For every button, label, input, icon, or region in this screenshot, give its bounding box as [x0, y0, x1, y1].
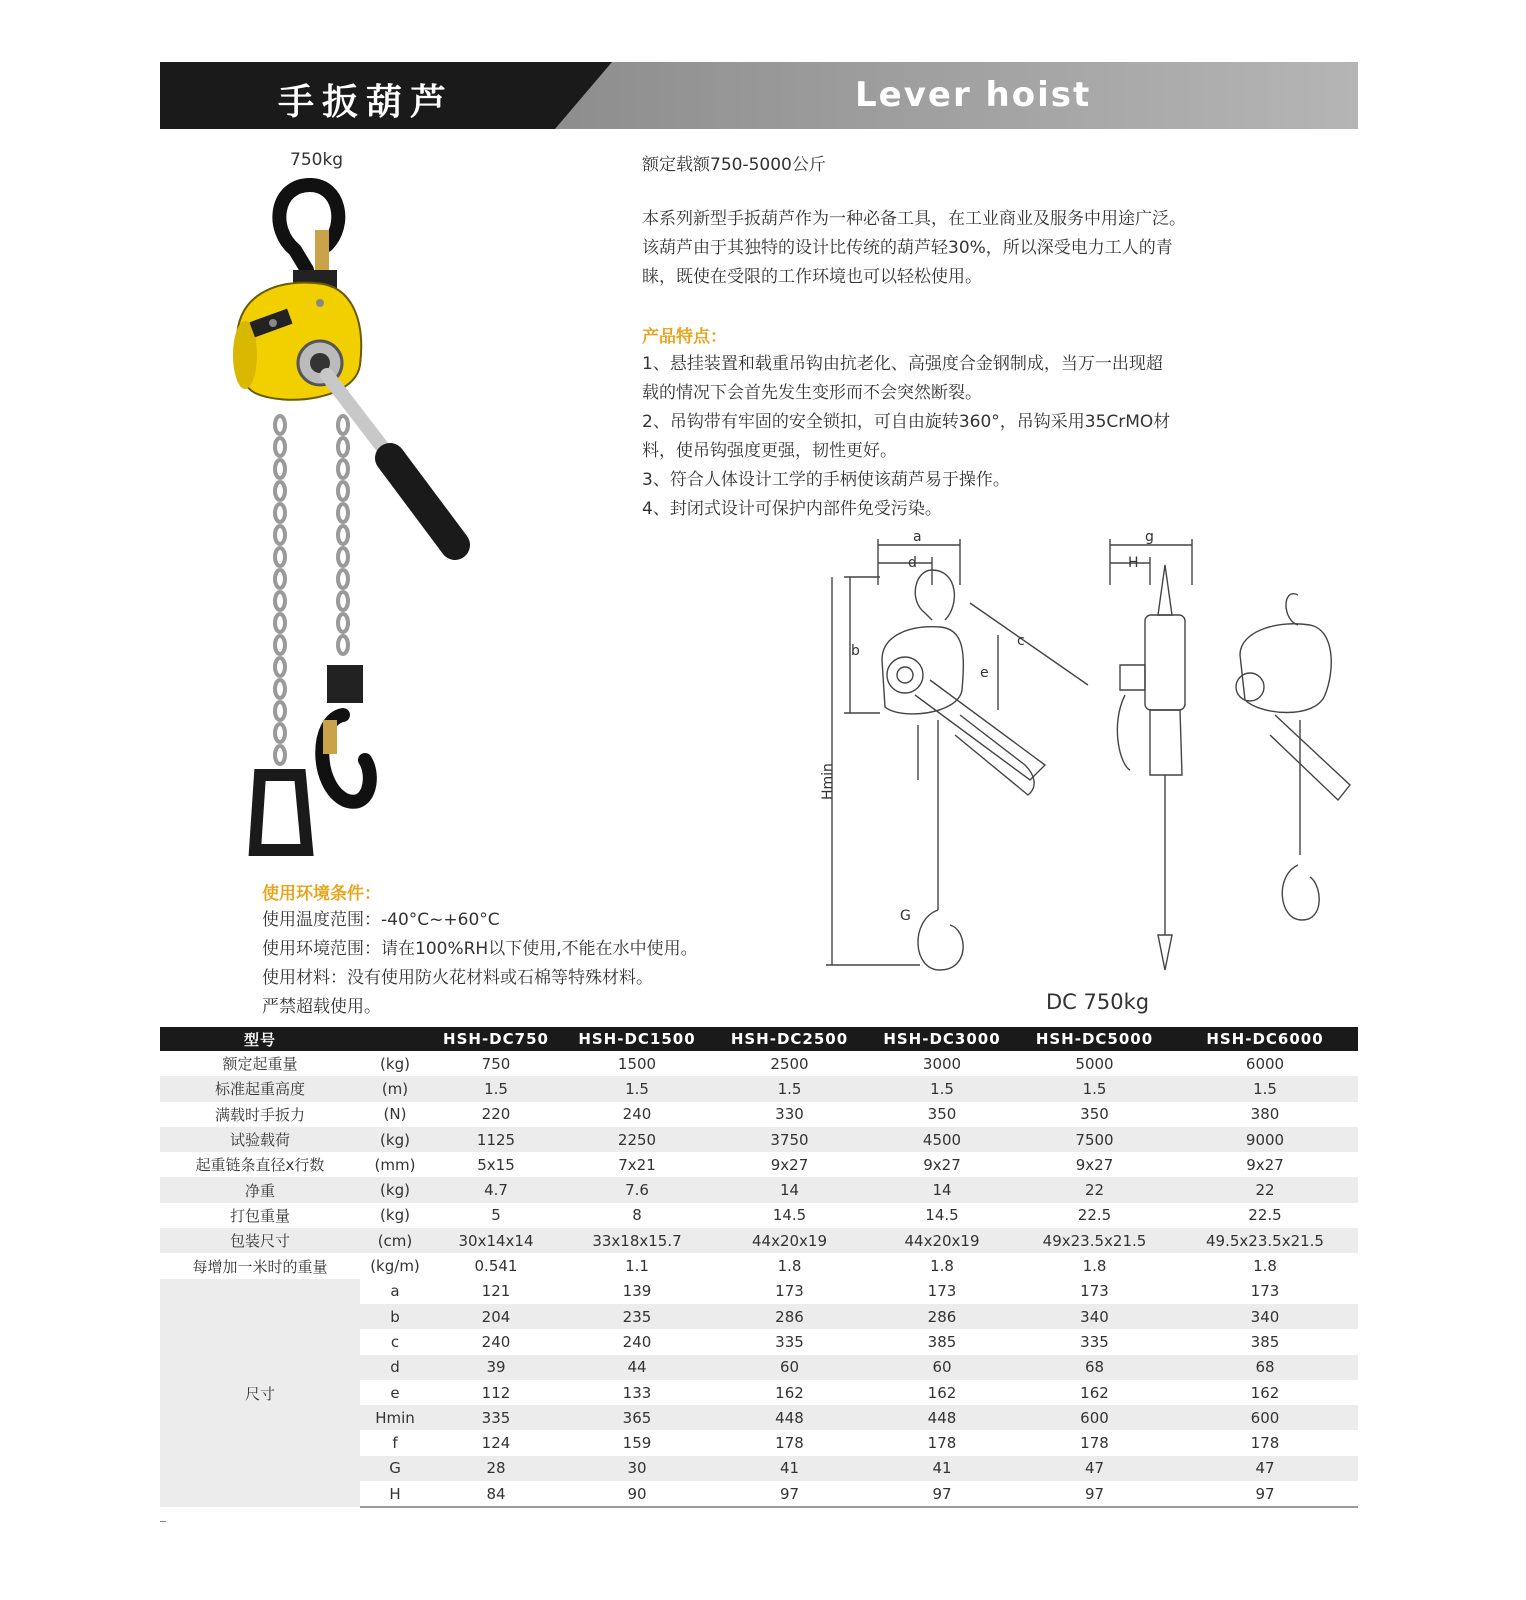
cell-value: 30 — [562, 1456, 712, 1481]
cell-value: 335 — [775, 1332, 804, 1351]
cell-value: 1.5 — [562, 1076, 712, 1101]
features-list — [642, 350, 1282, 524]
cell-value: 139 — [622, 1282, 652, 1301]
cell-value: 1.5 — [1017, 1076, 1172, 1101]
cell-value: 335 — [1080, 1332, 1109, 1351]
cell-value: 204 — [430, 1304, 562, 1329]
cell-value: 0.541 — [474, 1257, 518, 1276]
cell-value: 3000 — [922, 1054, 962, 1073]
cell-value: 385 — [927, 1332, 957, 1351]
cell-value: 9x27 — [1075, 1155, 1114, 1174]
row-unit: (m) — [360, 1076, 430, 1101]
cell-value: 350 — [927, 1105, 957, 1124]
row-unit: (kg/m) — [370, 1257, 420, 1276]
cell-value: 2250 — [562, 1127, 712, 1152]
table-row — [160, 1177, 1358, 1202]
cell-value: 9x27 — [770, 1155, 809, 1174]
row-unit: (N) — [383, 1105, 407, 1124]
cell-value: 1.8 — [777, 1257, 802, 1276]
dim-label-e: e — [980, 665, 989, 681]
cell-value: 178 — [1250, 1434, 1280, 1453]
cell-value: 750 — [481, 1054, 511, 1073]
cell-value: 9000 — [1172, 1127, 1358, 1152]
cell-value: 90 — [562, 1481, 712, 1507]
dim-key: d — [360, 1355, 430, 1380]
row-unit: (kg) — [380, 1054, 410, 1073]
dim-label-hmin: Hmin — [820, 763, 836, 800]
cell-value: 235 — [562, 1304, 712, 1329]
title-cn: 手扳葫芦 — [278, 82, 455, 123]
header-col: HSH-DC750 — [430, 1027, 562, 1051]
cell-value: 1.5 — [1172, 1076, 1358, 1101]
cell-value: 133 — [622, 1383, 652, 1402]
cell-value: 22.5 — [1077, 1206, 1112, 1225]
env-title: 使用环境条件： — [262, 884, 381, 904]
row-unit: (kg) — [360, 1127, 430, 1152]
cell-value: 121 — [481, 1282, 511, 1301]
intro-paragraph — [642, 205, 1282, 292]
cell-value: 448 — [867, 1405, 1017, 1430]
cell-value: 49.5x23.5x21.5 — [1172, 1228, 1358, 1253]
cell-value: 9x27 — [1246, 1155, 1284, 1174]
cell-value: 350 — [1080, 1105, 1109, 1124]
dim-key: Hmin — [360, 1405, 430, 1430]
cell-value: 173 — [775, 1282, 804, 1301]
cell-value: 286 — [867, 1304, 1017, 1329]
env-list — [262, 906, 698, 1022]
table-row — [160, 1228, 1358, 1253]
table-row — [160, 1152, 1358, 1177]
table-row — [160, 1203, 1358, 1228]
table-row — [160, 1279, 1358, 1304]
dim-label-a: a — [913, 529, 922, 545]
cell-value: 49x23.5x21.5 — [1017, 1228, 1172, 1253]
cell-value: 159 — [622, 1434, 652, 1453]
feature-line: 料，使吊钩强度更强，韧性更好。 — [642, 441, 897, 461]
dim-label-g: g — [1145, 529, 1154, 545]
cell-value: 178 — [927, 1434, 957, 1453]
header-col: HSH-DC5000 — [1017, 1027, 1172, 1051]
intro-line: 本系列新型手扳葫芦作为一种必备工具，在工业商业及服务中用途广泛。 — [642, 209, 1186, 229]
cell-value: 1.8 — [1253, 1257, 1277, 1276]
cell-value: 5000 — [1075, 1054, 1114, 1073]
cell-value: 330 — [775, 1105, 804, 1124]
cell-value: 1.5 — [712, 1076, 867, 1101]
header-unit — [360, 1027, 430, 1051]
cell-value: 7.6 — [562, 1177, 712, 1202]
table-row — [160, 1102, 1358, 1127]
dim-key: G — [360, 1456, 430, 1481]
header-col: HSH-DC2500 — [712, 1027, 867, 1051]
dim-key: b — [360, 1304, 430, 1329]
cell-value: 14.5 — [772, 1206, 807, 1225]
row-name: 起重链条直径x行数 — [195, 1156, 325, 1175]
cell-value: 60 — [712, 1355, 867, 1380]
dim-label-G: G — [900, 908, 911, 924]
cell-value: 44 — [562, 1355, 712, 1380]
title-en: Lever hoist — [855, 75, 1092, 115]
row-unit: (kg) — [380, 1206, 410, 1225]
row-name: 满载时手扳力 — [214, 1105, 305, 1124]
cell-value: 7500 — [1017, 1127, 1172, 1152]
cell-value: 286 — [712, 1304, 867, 1329]
feature-line: 2、吊钩带有牢固的安全锁扣，可自由旋转360°，吊钩采用35CrMO材 — [642, 412, 1171, 432]
cell-value: 44x20x19 — [867, 1228, 1017, 1253]
cell-value: 1.5 — [867, 1076, 1017, 1101]
cell-value: 3750 — [712, 1127, 867, 1152]
dim-key: e — [390, 1383, 400, 1402]
cell-value: 14.5 — [925, 1206, 959, 1225]
cell-value: 33x18x15.7 — [562, 1228, 712, 1253]
cell-value: 4500 — [867, 1127, 1017, 1152]
cell-value: 30x14x14 — [430, 1228, 562, 1253]
photo-capacity-label: 750kg — [290, 150, 344, 170]
cell-value: 335 — [430, 1405, 562, 1430]
env-line: 严禁超载使用。 — [262, 997, 381, 1017]
cell-value: 47 — [1172, 1456, 1358, 1481]
rated-load-text: 额定载额750-5000公斤 — [642, 155, 826, 175]
dim-key: a — [390, 1282, 400, 1301]
cell-value: 84 — [430, 1481, 562, 1507]
cell-value: 1.8 — [1082, 1257, 1107, 1276]
cell-value: 162 — [927, 1383, 957, 1402]
cell-value: 97 — [1172, 1481, 1358, 1507]
dimension-diagram — [820, 525, 1360, 975]
cell-value: 240 — [622, 1105, 652, 1124]
cell-value: 41 — [867, 1456, 1017, 1481]
cell-value: 448 — [712, 1405, 867, 1430]
row-name: 标准起重高度 — [160, 1076, 360, 1101]
cell-value: 97 — [1017, 1481, 1172, 1507]
intro-line: 该葫芦由于其独特的设计比传统的葫芦轻30%，所以深受电力工人的青 — [642, 238, 1173, 258]
table-row — [160, 1127, 1358, 1152]
env-line: 使用环境范围：请在100%RH以下使用,不能在水中使用。 — [262, 939, 698, 959]
cell-value: 173 — [1080, 1282, 1109, 1301]
cell-value: 22 — [1172, 1177, 1358, 1202]
row-name: 打包重量 — [229, 1206, 290, 1225]
feature-line: 3、符合人体设计工学的手柄使该葫芦易于操作。 — [642, 470, 1010, 490]
cell-value: 39 — [430, 1355, 562, 1380]
table-header-row — [160, 1027, 1358, 1051]
intro-line: 睐，既使在受限的工作环境也可以轻松使用。 — [642, 267, 982, 287]
cell-value: 5x15 — [477, 1155, 515, 1174]
cell-value: 44x20x19 — [712, 1228, 867, 1253]
cell-value: 340 — [1017, 1304, 1172, 1329]
cell-value: 97 — [867, 1481, 1017, 1507]
cell-value: 173 — [927, 1282, 957, 1301]
cell-value: 1.8 — [930, 1257, 954, 1276]
table-row — [160, 1076, 1358, 1101]
cell-value: 162 — [1080, 1383, 1109, 1402]
row-unit: (kg) — [360, 1177, 430, 1202]
divider-mark — [160, 1521, 166, 1522]
cell-value: 1500 — [617, 1054, 657, 1073]
cell-value: 14 — [712, 1177, 867, 1202]
cell-value: 14 — [867, 1177, 1017, 1202]
cell-value: 600 — [1172, 1405, 1358, 1430]
cell-value: 4.7 — [430, 1177, 562, 1202]
header-model: 型号 — [160, 1027, 360, 1051]
cell-value: 380 — [1250, 1105, 1280, 1124]
cell-value: 6000 — [1245, 1054, 1285, 1073]
table-row — [160, 1253, 1358, 1278]
row-name: 试验载荷 — [160, 1127, 360, 1152]
cell-value: 1.5 — [430, 1076, 562, 1101]
cell-value: 22.5 — [1248, 1206, 1282, 1225]
cell-value: 240 — [622, 1332, 652, 1351]
dimensions-label: 尺寸 — [160, 1279, 360, 1508]
cell-value: 9x27 — [923, 1155, 961, 1174]
header-col: HSH-DC6000 — [1172, 1027, 1358, 1051]
cell-value: 68 — [1172, 1355, 1358, 1380]
cell-value: 600 — [1017, 1405, 1172, 1430]
lever-hoist-photo — [215, 175, 485, 865]
cell-value: 2500 — [770, 1054, 809, 1073]
dim-label-b: b — [851, 643, 860, 659]
cell-value: 365 — [562, 1405, 712, 1430]
cell-value: 124 — [481, 1434, 511, 1453]
feature-line: 4、封闭式设计可保护内部件免受污染。 — [642, 499, 942, 519]
cell-value: 68 — [1017, 1355, 1172, 1380]
header-col: HSH-DC1500 — [562, 1027, 712, 1051]
row-unit: (mm) — [374, 1155, 416, 1174]
cell-value: 1125 — [430, 1127, 562, 1152]
cell-value: 178 — [775, 1434, 804, 1453]
dim-key: c — [390, 1332, 400, 1351]
cell-value: 162 — [1250, 1383, 1280, 1402]
cell-value: 41 — [712, 1456, 867, 1481]
header-banner — [160, 62, 1358, 129]
cell-value: 97 — [712, 1481, 867, 1507]
dim-label-d: d — [908, 555, 917, 571]
feature-line: 1、悬挂装置和载重吊钩由抗老化、高强度合金钢制成，当万一出现超 — [642, 354, 1163, 374]
cell-value: 60 — [867, 1355, 1017, 1380]
cell-value: 240 — [481, 1332, 511, 1351]
row-name: 包装尺寸 — [160, 1228, 360, 1253]
cell-value: 220 — [481, 1105, 511, 1124]
row-name: 每增加一米时的重量 — [192, 1257, 328, 1276]
cell-value: 178 — [1080, 1434, 1109, 1453]
cell-value: 340 — [1172, 1304, 1358, 1329]
dim-key: f — [392, 1434, 398, 1453]
features-title: 产品特点： — [642, 327, 727, 347]
cell-value: 22 — [1017, 1177, 1172, 1202]
env-line: 使用材料：没有使用防火花材料或石棉等特殊材料。 — [262, 968, 653, 988]
cell-value: 112 — [481, 1383, 511, 1402]
row-unit: (cm) — [360, 1228, 430, 1253]
spec-table — [160, 1027, 1358, 1508]
diagram-model-label: DC 750kg — [1046, 990, 1150, 1014]
dim-label-H: H — [1128, 555, 1139, 571]
dim-key: H — [360, 1481, 430, 1507]
row-name: 额定起重量 — [222, 1055, 298, 1074]
cell-value: 173 — [1250, 1282, 1280, 1301]
header-col: HSH-DC3000 — [867, 1027, 1017, 1051]
cell-value: 5 — [491, 1206, 501, 1225]
cell-value: 1.1 — [625, 1257, 649, 1276]
dim-label-c: c — [1017, 633, 1025, 649]
cell-value: 8 — [632, 1206, 642, 1225]
cell-value: 385 — [1250, 1332, 1280, 1351]
cell-value: 47 — [1017, 1456, 1172, 1481]
cell-value: 162 — [775, 1383, 804, 1402]
feature-line: 载的情况下会首先发生变形而不会突然断裂。 — [642, 383, 982, 403]
env-line: 使用温度范围：-40°C~+60°C — [262, 910, 500, 930]
table-row — [160, 1051, 1358, 1076]
cell-value: 28 — [430, 1456, 562, 1481]
cell-value: 7x21 — [618, 1155, 656, 1174]
row-name: 净重 — [160, 1177, 360, 1202]
